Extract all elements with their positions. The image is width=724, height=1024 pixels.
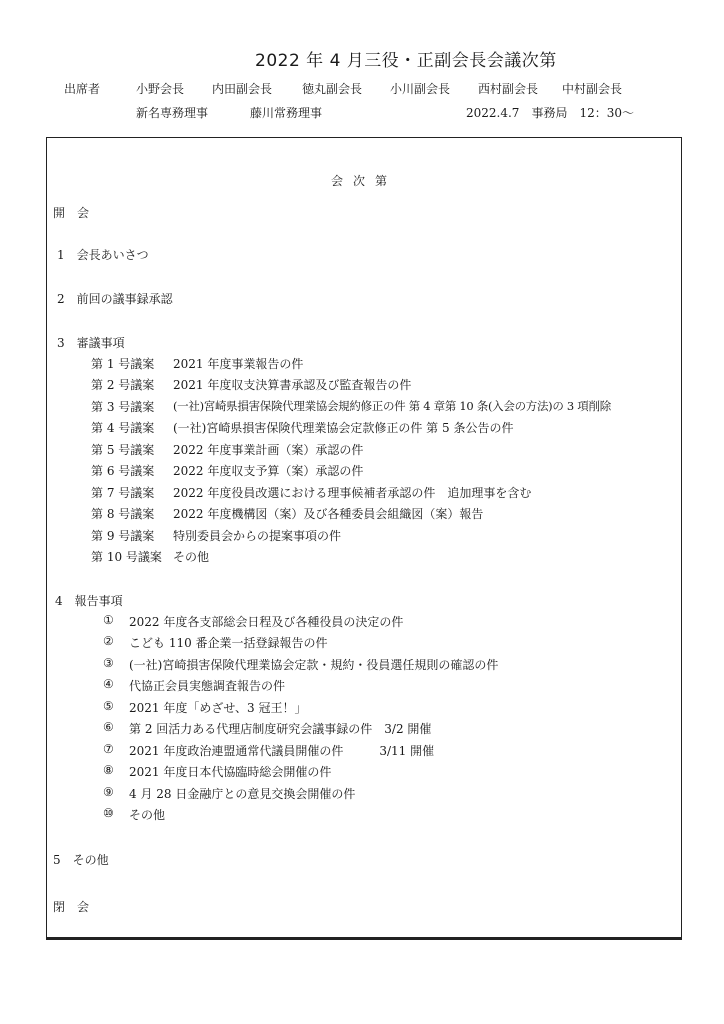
proposal-number: 第 5 号議案	[91, 443, 155, 457]
attendee: 西村副会長	[478, 82, 539, 96]
agenda-heading: 会次第	[331, 174, 398, 188]
report-text: 代協正会員実態調査報告の件	[129, 679, 286, 693]
proposal-text: 2021 年度事業報告の件	[173, 357, 304, 371]
report-text: 2021 年度政治連盟通常代議員開催の件 3/11 開催	[129, 744, 435, 758]
attendee: 徳丸副会長	[302, 82, 363, 96]
report-number: ⑨	[103, 785, 114, 799]
report-text: 4 月 28 日金融庁との意見交換会開催の件	[129, 787, 356, 801]
report-number: ②	[103, 634, 114, 648]
report-number: ⑩	[103, 806, 114, 820]
attendee: 小野会長	[136, 82, 185, 96]
proposal-number: 第 9 号議案	[91, 529, 155, 543]
report-number: ④	[103, 677, 114, 691]
agenda-item-3: 3 審議事項	[57, 336, 125, 350]
proposal-number: 第 8 号議案	[91, 507, 155, 521]
proposal-number: 第 6 号議案	[91, 464, 155, 478]
attendee: 小川副会長	[390, 82, 451, 96]
report-number: ⑧	[103, 763, 114, 777]
report-number: ⑥	[103, 720, 114, 734]
proposal-number: 第 7 号議案	[91, 486, 155, 500]
report-text: 2021 年度「めざせ、3 冠王！」	[129, 701, 307, 715]
proposal-text: 2022 年度機構図（案）及び各種委員会組織図（案）報告	[173, 507, 484, 521]
closing: 閉 会	[53, 900, 90, 914]
proposal-text: 2021 年度収支決算書承認及び監査報告の件	[173, 378, 412, 392]
proposal-text: (一社)宮崎県損害保険代理業協会規約修正の件 第 4 章第 10 条(入会の方法)の 3 項削除	[173, 399, 611, 413]
agenda-item-1: 1 会長あいさつ	[57, 248, 149, 262]
proposal-number: 第 2 号議案	[91, 378, 155, 392]
report-text: その他	[129, 808, 166, 822]
attendee: 藤川常務理事	[250, 106, 323, 120]
agenda-item-2: 2 前回の議事録承認	[57, 292, 173, 306]
report-text: (一社)宮崎損害保険代理業協会定款・規約・役員選任規則の確認の件	[129, 658, 499, 672]
proposal-text: 特別委員会からの提案事項の件	[173, 529, 342, 543]
meeting-info: 2022.4.7 事務局 12：30～	[466, 106, 634, 120]
report-text: こども 110 番企業一括登録報告の件	[129, 636, 328, 650]
attendees-label: 出席者	[64, 82, 101, 96]
report-text: 2021 年度日本代協臨時総会開催の件	[129, 765, 332, 779]
report-number: ①	[103, 613, 114, 627]
opening: 開 会	[53, 206, 90, 220]
attendee: 新名専務理事	[136, 106, 209, 120]
proposal-number: 第 1 号議案	[91, 357, 155, 371]
proposal-text: 2022 年度収支予算（案）承認の件	[173, 464, 364, 478]
agenda-item-5: 5 その他	[53, 853, 109, 867]
proposal-number: 第 3 号議案	[91, 400, 155, 414]
report-text: 第 2 回活力ある代理店制度研究会議事録の件 3/2 開催	[129, 722, 432, 736]
proposal-text: その他	[173, 550, 210, 564]
proposal-text: 2022 年度役員改選における理事候補者承認の件 追加理事を含む	[173, 486, 532, 500]
proposal-number: 第 4 号議案	[91, 421, 155, 435]
agenda-item-4: 4 報告事項	[55, 594, 123, 608]
report-number: ⑦	[103, 742, 114, 756]
report-number: ③	[103, 656, 114, 670]
attendee: 中村副会長	[562, 82, 623, 96]
document-title: 2022 年 4 月三役・正副会長会議次第	[255, 51, 557, 71]
agenda-box	[46, 137, 682, 940]
report-number: ⑤	[103, 699, 114, 713]
proposal-text: 2022 年度事業計画（案）承認の件	[173, 443, 364, 457]
report-text: 2022 年度各支部総会日程及び各種役員の決定の件	[129, 615, 404, 629]
attendee: 内田副会長	[212, 82, 273, 96]
proposal-text: (一社)宮崎県損害保険代理業協会定款修正の件 第 5 条公告の件	[173, 421, 514, 435]
proposal-number: 第 10 号議案	[91, 550, 162, 564]
